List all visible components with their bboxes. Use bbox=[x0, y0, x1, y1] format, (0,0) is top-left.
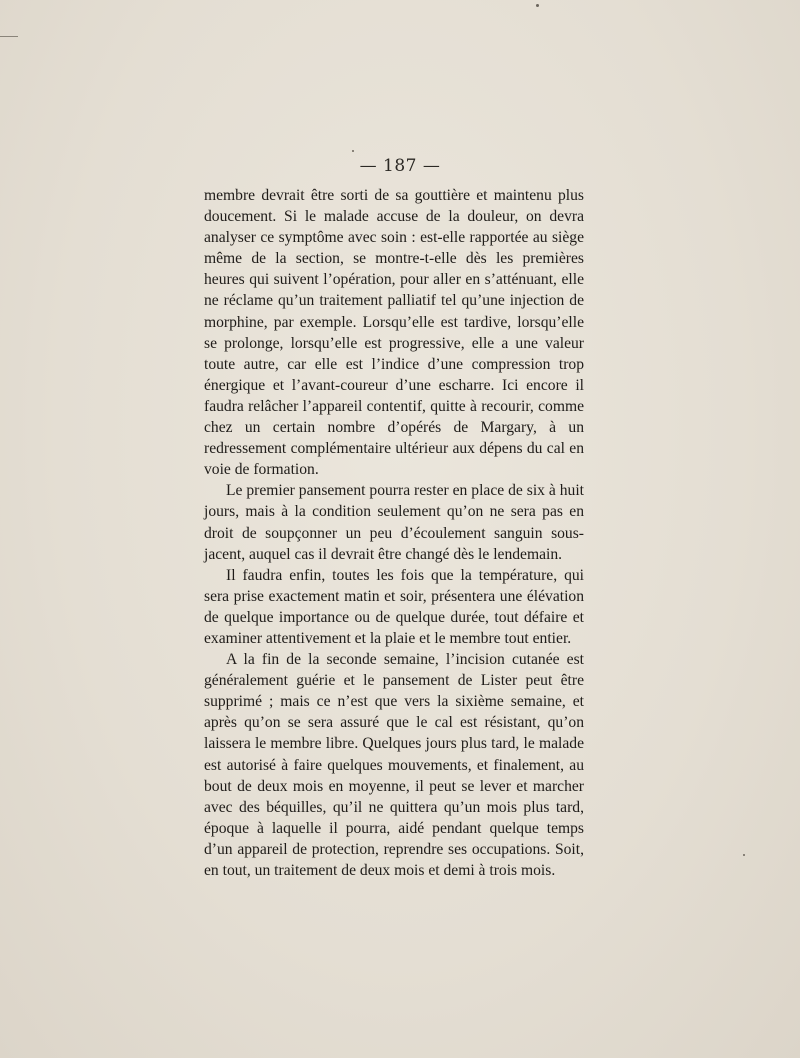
body-text bbox=[204, 185, 584, 881]
paragraph: Il faudra enfin, toutes les fois que la température, qui sera prise exactement matin et soir, présentera une élévation de quelque importance ou de quelque durée, tout défaire et examiner attentivement et la plaie et le membre tout entier. bbox=[204, 566, 584, 647]
paragraph: Le premier pansement pourra rester en place de six à huit jours, mais à la condition seulement qu’on ne sera pas en droit de soupçonner un peu d’écoulement sanguin sous-jacent, auquel cas il devrait être changé dès le lendemain. bbox=[204, 482, 584, 563]
paper-speck bbox=[352, 150, 354, 152]
paragraph: A la fin de la seconde semaine, l’incision cutanée est généralement guérie et le pansement de Lister peut être supprimé ; mais ce n’est que vers la sixième semaine, et après qu’on se sera assuré que le cal est résistant, qu’on laissera le membre libre. Quelques jours plus tard, le malade est autorisé à faire quelques mouvements, et finalement, au bout de deux mois en moyenne, il peut se lever et marcher avec des béquilles, qu’il ne quittera qu’un mois plus tard, époque à laquelle il pourra, aidé pendant quelque temps d’un appareil de protection, reprendre ses occupations. Soit, en tout, un traitement de deux mois et demi à trois mois. bbox=[204, 651, 584, 879]
page-number: — 187 — bbox=[359, 156, 441, 176]
margin-mark bbox=[0, 36, 18, 37]
paragraph: membre devrait être sorti de sa gouttière et maintenu plus doucement. Si le malade accuse de la douleur, on devra analyser ce symptôme avec soin : est-elle rapportée au siège même de la section, se montre-t-elle dès les premières heures qui suivent l’opération, pour aller en s’atténuant, elle ne réclame qu’un traitement palliatif tel qu’une injection de morphine, par exemple. Lorsqu’elle est tardive, lorsqu’elle se prolonge, lorsqu’elle est progressive, elle a une valeur toute autre, car elle est l’indice d’une compression trop énergique et l’avant-coureur d’une escharre. Ici encore il faudra relâcher l’appareil contentif, quitte à recourir, comme chez un certain nombre d’opérés de Margary, à un redressement complémentaire ultérieur aux dépens du cal en voie de formation. bbox=[204, 187, 584, 479]
paper-speck bbox=[536, 4, 539, 7]
paper-speck bbox=[743, 854, 745, 856]
